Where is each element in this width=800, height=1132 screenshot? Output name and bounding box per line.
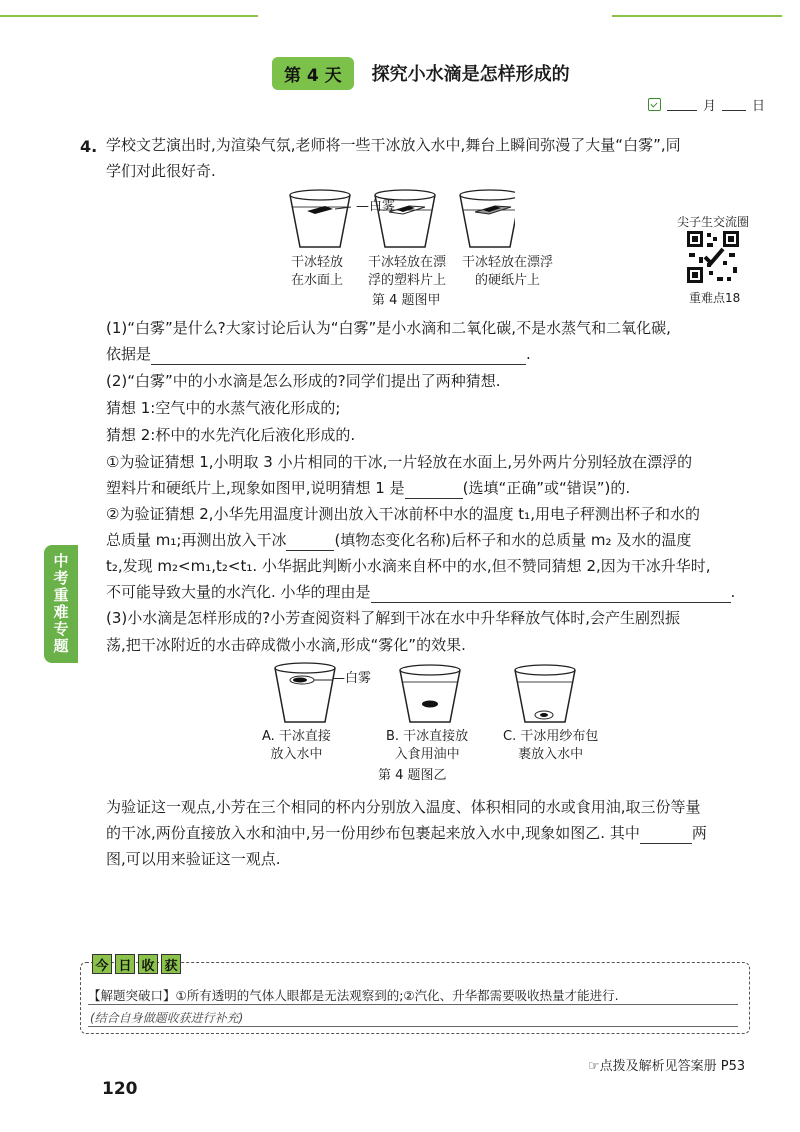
- figure-b-cup-b-label: B. 干冰直接放 入食用油中: [386, 729, 469, 762]
- part3-line-2: 荡,把干冰附近的水击碎成微小水滴,形成“雾化”的效果.: [106, 636, 466, 654]
- qr-top-label: 尖子生交流圈: [677, 215, 750, 229]
- cup-a3: [460, 190, 515, 247]
- day-blank[interactable]: [722, 98, 746, 111]
- harvest-underline-1: [88, 1004, 738, 1005]
- part2b-line-3: t₂,发现 m₂<m₁,t₂<t₁. 小华据此判断小水滴来自杯中的水,但不赞同猜想 2,因为干冰升华时,: [106, 557, 711, 575]
- figure-a-fog-label: —白雾: [356, 199, 396, 214]
- guess-2: 猜想 2:杯中的水先汽化后液化形成的.: [106, 426, 356, 444]
- date-row: [648, 95, 765, 114]
- day-label: 日: [752, 99, 766, 114]
- end-line-3: 图,可以用来验证这一观点.: [106, 850, 281, 868]
- guess-1: 猜想 1:空气中的水蒸气液化形成的;: [106, 399, 341, 417]
- figure-a-cup1-label: 干冰轻放 在水面上: [291, 255, 344, 288]
- lesson-title: 探究小水滴是怎样形成的: [371, 64, 570, 85]
- figure-b-fog-label: —白雾: [332, 671, 372, 686]
- month-blank[interactable]: [667, 98, 697, 111]
- daily-harvest-heading: [92, 954, 181, 974]
- part1-answer-blank[interactable]: [151, 350, 526, 365]
- part1-line-1: (1)“白雾”是什么?大家讨论后认为“白雾”是小水滴和二氧化碳,不是水蒸气和二氧化碳,: [106, 319, 671, 337]
- cup-a1: [290, 190, 350, 247]
- figure-a-cups: [285, 185, 515, 255]
- figure-b-cup-a-label: A. 干冰直接 放入水中: [262, 729, 331, 762]
- part2b-line-1: ②为验证猜想 2,小华先用温度计测出放入干冰前杯中水的温度 t₁,用电子秤测出杯子和水的: [106, 505, 700, 523]
- cup-b2: [400, 665, 460, 722]
- calendar-check-icon: [648, 98, 661, 111]
- cup-b3: [515, 665, 575, 722]
- harvest-char-2: 日: [115, 954, 135, 974]
- day-badge: 第 4 天: [272, 57, 354, 90]
- end-line-2: 的干冰,两份直接放入水和油中,另一份用纱布包裹起来放入水中,现象如图乙. 其中 两: [106, 824, 707, 842]
- end-line-1: 为验证这一观点,小芳在三个相同的杯内分别放入温度、体积相同的水或食用油,取三份等量: [106, 798, 701, 816]
- figure-a-cup2-label: 干冰轻放在漂 浮的塑料片上: [368, 255, 447, 288]
- harvest-char-1: 今: [92, 954, 112, 974]
- part2b-line-2: 总质量 m₁;再测出放入干冰 (填物态变化名称)后杯子和水的总质量 m₂ 及水的温度: [106, 531, 692, 549]
- side-tab: 中考重难专题: [44, 545, 78, 663]
- qr-bottom-label: 重难点18: [689, 291, 741, 305]
- figure-b-cups: [270, 660, 580, 730]
- qr-code-icon[interactable]: [685, 229, 741, 285]
- month-label: 月: [703, 99, 717, 114]
- intro-line-1: 学校文艺演出时,为渲染气氛,老师将一些干冰放入水中,舞台上瞬间弥漫了大量“白雾”,同: [106, 136, 681, 154]
- part2b-line-4: 不可能导致大量的水汽化. 小华的理由是 .: [106, 583, 736, 601]
- page-number: 120: [102, 1079, 138, 1099]
- breakthrough-text: 【解题突破口】①所有透明的气体人眼都是无法观察到的;②汽化、升华都需要吸收热量才能进行.: [88, 988, 619, 1003]
- harvest-char-3: 收: [138, 954, 158, 974]
- part2a-answer-blank[interactable]: [405, 484, 463, 499]
- end-answer-blank[interactable]: [640, 829, 692, 844]
- harvest-char-4: 获: [161, 954, 181, 974]
- part2b-answer-blank[interactable]: [286, 536, 334, 551]
- intro-line-2: 学们对此很好奇.: [106, 162, 216, 180]
- figure-a-cup3-label: 干冰轻放在漂浮 的硬纸片上: [462, 255, 554, 288]
- figure-b-caption: 第 4 题图乙: [378, 768, 447, 783]
- part2-line-1: (2)“白雾”中的小水滴是怎么形成的?同学们提出了两种猜想.: [106, 372, 501, 390]
- top-rule-left: [0, 15, 258, 17]
- figure-a-caption: 第 4 题图甲: [372, 293, 441, 308]
- top-rule-right: [612, 15, 782, 17]
- answer-reference: ☞点拨及解析见答案册 P53: [588, 1059, 746, 1074]
- part2a-line-1: ①为验证猜想 1,小明取 3 小片相同的干冰,一片轻放在水面上,另外两片分别轻放在漂浮的: [106, 453, 693, 471]
- part3-line-1: (3)小水滴是怎样形成的?小芳查阅资料了解到干冰在水中升华释放气体时,会产生剧烈振: [106, 609, 680, 627]
- part1-line-2: 依据是 .: [106, 345, 531, 363]
- cup-b1: [275, 663, 335, 722]
- part2a-line-2: 塑料片和硬纸片上,现象如图甲,说明猜想 1 是 (选填“正确”或“错误”)的.: [106, 479, 631, 497]
- question-number: 4.: [80, 137, 98, 156]
- figure-b-cup-c-label: C. 干冰用纱布包 裹放入水中: [503, 729, 599, 762]
- supplement-text: (结合自身做题收获进行补充): [90, 1011, 244, 1025]
- harvest-underline-2: [88, 1026, 738, 1027]
- lesson-header: [272, 58, 570, 88]
- part2b-reason-blank[interactable]: [371, 588, 731, 603]
